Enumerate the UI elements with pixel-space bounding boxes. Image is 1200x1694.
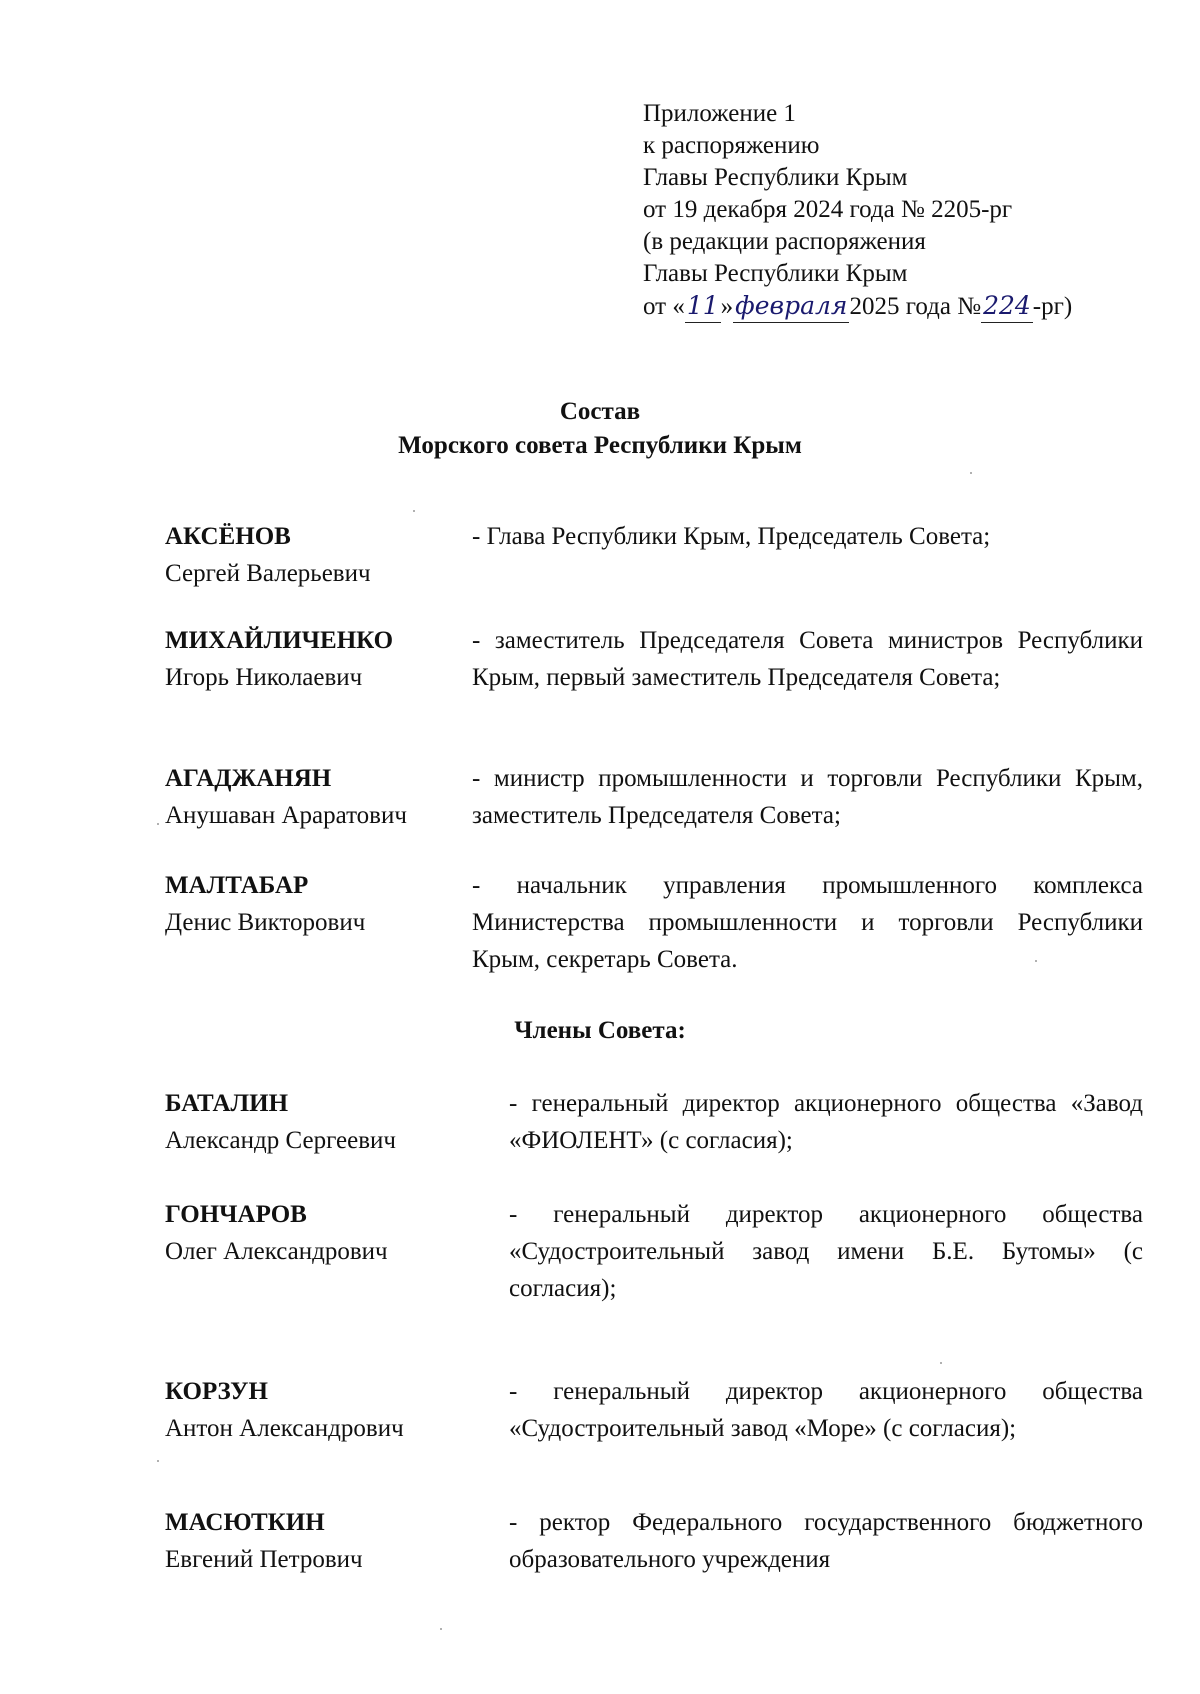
- annex-line-7: [643, 290, 1072, 323]
- given-name: Анушаван Араратович: [165, 802, 407, 829]
- given-name: Евгений Петрович: [165, 1546, 363, 1573]
- given-name: Александр Сергеевич: [165, 1127, 396, 1154]
- annex-date-prefix: от «: [643, 293, 685, 320]
- person-name: [165, 1373, 404, 1447]
- annex-block: [643, 98, 1072, 323]
- member-row: [165, 1373, 1143, 1453]
- person-name: [165, 760, 407, 834]
- person-name: [165, 622, 393, 696]
- annex-year: 2025 года №: [849, 293, 982, 320]
- role-text: - генеральный директор акционерного общества «Судостроительный завод «Море» (с согласия);: [509, 1378, 1143, 1442]
- role-text: - министр промышленности и торговли Республики Крым, заместитель Председателя Совета;: [472, 765, 1143, 829]
- given-name: Денис Викторович: [165, 909, 366, 936]
- surname: ГОНЧАРОВ: [165, 1201, 307, 1228]
- leader-row: [165, 622, 1143, 742]
- annex-line-4: от 19 декабря 2024 года № 2205-рг: [643, 196, 1013, 223]
- given-name: Сергей Валерьевич: [165, 560, 371, 587]
- scan-speck: [157, 823, 159, 825]
- member-row: [165, 1085, 1143, 1165]
- surname: МАСЮТКИН: [165, 1509, 325, 1536]
- role-text: - генеральный директор акционерного общества «Завод «ФИОЛЕНТ» (с согласия);: [509, 1090, 1143, 1154]
- surname: МИХАЙЛИЧЕНКО: [165, 627, 394, 654]
- given-name: Антон Александрович: [165, 1415, 404, 1442]
- leader-row: [165, 867, 1143, 987]
- title-line-1: Состав: [559, 398, 641, 425]
- given-name: Игорь Николаевич: [165, 664, 363, 691]
- person-name: [165, 1504, 363, 1578]
- surname: МАЛТАБАР: [165, 872, 309, 899]
- surname: БАТАЛИН: [165, 1090, 289, 1117]
- surname: КОРЗУН: [165, 1378, 268, 1405]
- handwritten-month: февраля: [733, 290, 849, 323]
- scan-speck: [440, 1628, 442, 1630]
- scan-speck: [970, 472, 972, 474]
- annex-line-5: (в редакции распоряжения: [643, 228, 926, 255]
- role-text: - генеральный директор акционерного общества «Судостроительный завод имени Б.Е. Бутомы» (с согласия);: [509, 1201, 1143, 1302]
- member-row: [165, 1504, 1143, 1584]
- scan-speck: [157, 1460, 159, 1462]
- annex-line-1: Приложение 1: [643, 100, 796, 127]
- person-name: [165, 1085, 396, 1159]
- person-name: [165, 867, 365, 941]
- members-heading: Члены Совета:: [514, 1017, 686, 1044]
- surname: АКСЁНОВ: [165, 523, 291, 550]
- title-line-2: Морского совета Республики Крым: [398, 432, 802, 459]
- person-name: [165, 518, 371, 592]
- leader-row: [165, 518, 1143, 598]
- given-name: Олег Александрович: [165, 1238, 388, 1265]
- person-name: [165, 1196, 388, 1270]
- member-row: [165, 1196, 1143, 1316]
- scan-speck: [1035, 960, 1037, 962]
- annex-suffix: -рг): [1032, 293, 1073, 320]
- role-text: - начальник управления промышленного комплекса Министерства промышленности и торговли Республики Крым, секретарь Совета.: [472, 872, 1143, 973]
- role-text: - ректор Федерального государственного бюджетного образовательного учреждения: [509, 1509, 1143, 1573]
- annex-date-mid: »: [720, 293, 734, 320]
- handwritten-number: 224: [981, 290, 1033, 323]
- role-text: - заместитель Председателя Совета министров Республики Крым, первый заместитель Председателя Совета;: [472, 627, 1143, 691]
- annex-line-6: Главы Республики Крым: [643, 260, 908, 287]
- document-title: [0, 395, 1200, 463]
- annex-line-2: к распоряжению: [643, 132, 820, 159]
- role-text: - Глава Республики Крым, Председатель Совета;: [472, 523, 991, 550]
- scan-speck: [413, 510, 415, 512]
- scan-speck: [940, 1362, 942, 1364]
- leader-row: [165, 760, 1143, 840]
- handwritten-day: 11: [685, 290, 721, 323]
- surname: АГАДЖАНЯН: [165, 765, 332, 792]
- annex-line-3: Главы Республики Крым: [643, 164, 908, 191]
